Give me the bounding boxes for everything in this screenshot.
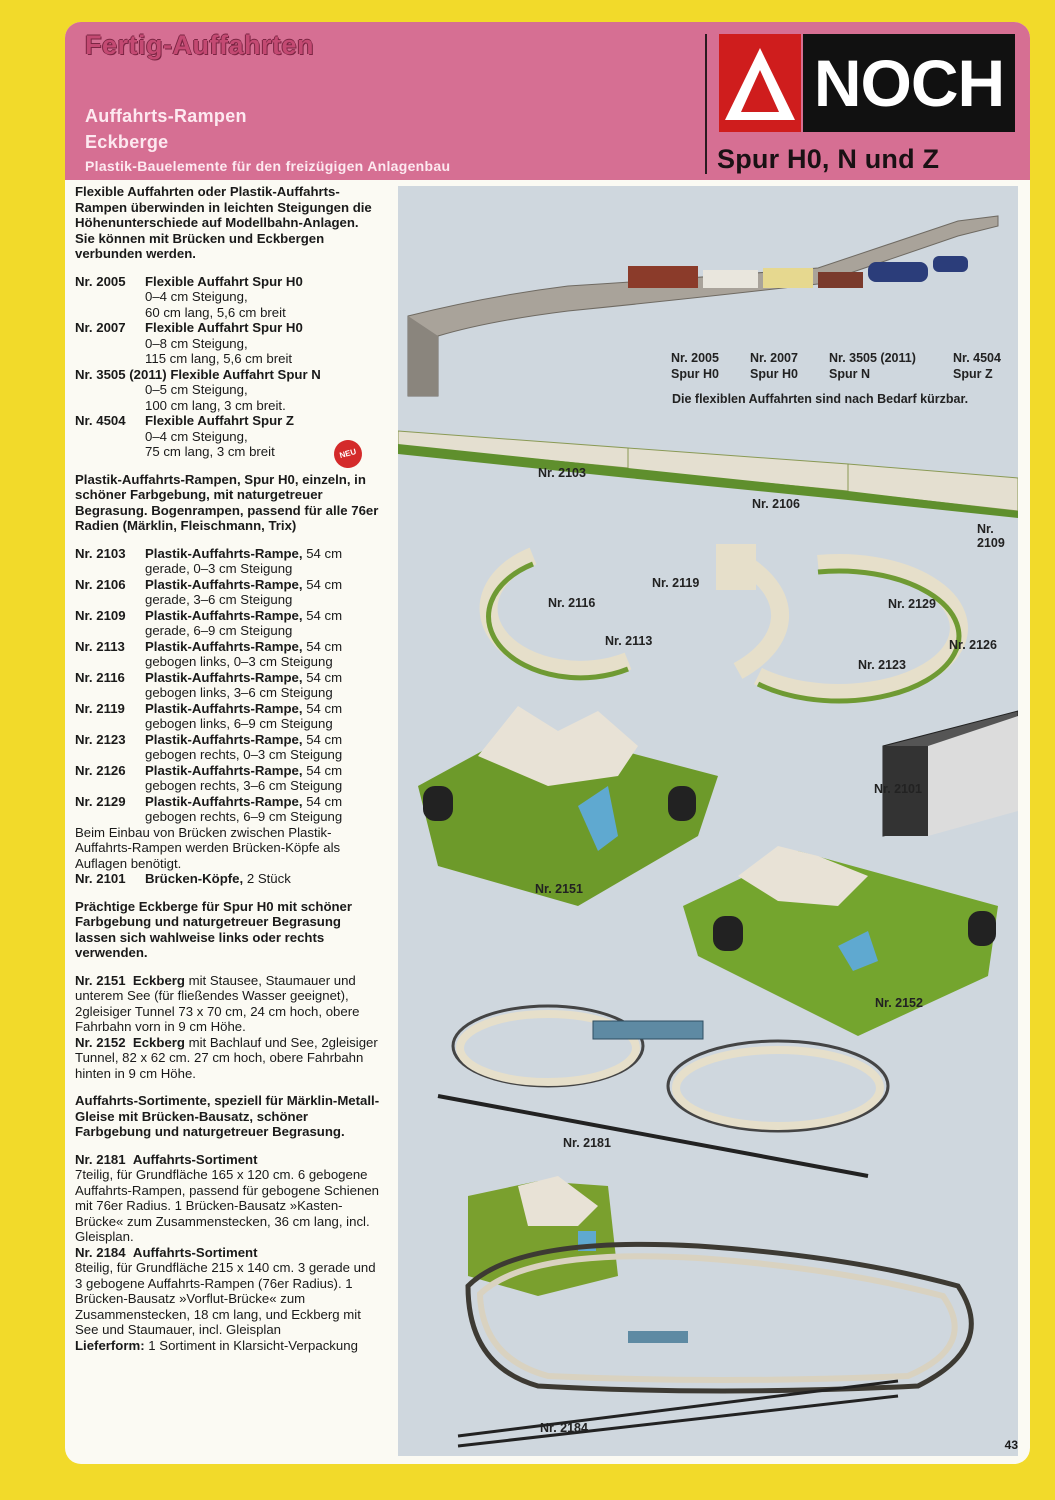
label-nr: Nr. 3505 (2011) [829,351,916,365]
item-name: Flexible Auffahrt Spur Z [145,413,294,428]
flex-caption: Die flexiblen Auffahrten sind nach Bedarf kürzbar. [672,392,969,406]
label-2116: Nr. 2116 [548,596,596,610]
item-nr: Nr. 2101 [75,871,126,886]
item-nr: Nr. 2106 [75,576,126,592]
item-name: Brücken-Köpfe, [145,871,244,886]
eckberg-2151 [75,973,380,1035]
item-desc: 2 Stück [243,871,291,886]
item-nr: Nr. 2151 [75,972,126,988]
item-size: 54 cm [302,762,343,778]
label-nr: Nr. 2005 [671,351,719,365]
subtitle-rampen: Auffahrts-Rampen [85,106,247,126]
item-nr: Nr. 2103 [75,545,126,561]
list-item [75,701,380,732]
item-desc: gerade, 6–9 cm Steigung [145,623,293,638]
item-name: Auffahrts-Sortiment [132,1244,258,1260]
item-desc: 60 cm lang, 5,6 cm breit [145,304,286,320]
item-desc: gebogen rechts, 0–3 cm Steigung [145,747,343,762]
item-name: Plastik-Auffahrts-Rampe, [145,700,303,716]
item-size: 54 cm [302,793,343,809]
lieferform-text: 1 Sortiment in Klarsicht-Verpackung [144,1337,358,1353]
logo-triangle-icon [719,34,801,132]
page-header [65,22,1030,180]
rampen-list [75,546,380,825]
label-2152: Nr. 2152 [875,996,923,1010]
label-spur: Spur Z [953,367,993,381]
label-spur: Spur H0 [750,367,798,381]
label-2151: Nr. 2151 [535,882,583,896]
item-name: Plastik-Auffahrts-Rampe, [145,793,303,809]
label-2103: Nr. 2103 [538,466,586,480]
item-desc: 0–4 cm Steigung, [145,428,248,444]
item-name: Auffahrts-Sortiment [132,1151,258,1167]
item-desc: 100 cm lang, 3 cm breit. [145,397,286,413]
item-name: Eckberg [132,972,185,988]
eckberg-2152 [75,1035,380,1082]
item-nr: Nr. 2123 [75,731,126,747]
label-2113: Nr. 2113 [605,634,653,648]
catalog-page [65,22,1030,1464]
list-item [75,367,380,414]
list-item [75,670,380,701]
item-name: Eckberg [132,1034,185,1050]
label-spur: Spur H0 [671,367,719,381]
label-3505 [829,350,916,382]
item-size: 54 cm [302,669,343,685]
item-name: Plastik-Auffahrts-Rampe, [145,669,303,685]
flex-list [75,274,380,460]
item-nr: Nr. 2113 [75,638,125,654]
train-wagon [703,270,758,288]
item-desc: mit Stausee, Staumauer und unterem See (für fließendes Wasser geeignet), 2gleisiger Tunnel 73 x 70 cm, 24 cm hoch, obere Fahrbahn vorn in 9 cm Höhe. [75,972,360,1034]
label-2119: Nr. 2119 [652,576,700,590]
label-2184: Nr. 2184 [540,1421,588,1435]
item-desc: gebogen links, 3–6 cm Steigung [145,685,333,700]
label-nr: Nr. 4504 [953,351,1001,365]
list-item [75,274,380,321]
label-2101: Nr. 2101 [874,782,922,796]
list-item [75,794,380,825]
list-item [75,871,380,887]
sortiment-2184 [75,1245,380,1338]
item-desc: 0–8 cm Steigung, [145,335,248,351]
label-2106: Nr. 2106 [752,497,800,511]
item-desc: gerade, 3–6 cm Steigung [145,592,293,607]
item-size: 54 cm [302,731,343,747]
label-spur: Spur N [829,367,870,381]
item-nr: Nr. 2129 [75,793,126,809]
item-desc: 7teilig, für Grundfläche 165 x 120 cm. 6 gebogene Auffahrts-Rampen, passend für gebogene Schienen mit 76er Radius. 1 Brücken-Bausatz »Kasten-Brücke« zum Zusammenstecken, 36 cm lang, incl. Gleisplan. [75,1167,380,1244]
list-item [75,639,380,670]
item-desc: mit Bachlauf und See, 2gleisiger Tunnel, 82 x 62 cm. 27 cm hoch, obere Fahrbahn hinten in 9 cm Höhe. [75,1034,378,1081]
list-item [75,577,380,608]
label-2126: Nr. 2126 [949,638,997,652]
train-wagon [763,268,813,288]
label-2123: Nr. 2123 [858,658,906,672]
item-desc: gebogen rechts, 3–6 cm Steigung [145,778,343,793]
lieferform-label: Lieferform: [75,1337,145,1353]
item-desc: 115 cm lang, 5,6 cm breit [145,351,293,366]
label-2181: Nr. 2181 [563,1136,611,1150]
item-size: 54 cm [302,700,343,716]
item-nr: Nr. 2152 [75,1034,126,1050]
item-nr: Nr. 2181 [75,1151,126,1167]
sortimente-intro: Auffahrts-Sortimente, speziell für Märklin-Metall-Gleise mit Brücken-Bausatz, schöner Farbgebung und naturgetreuer Begrasung. [75,1093,380,1139]
header-divider [705,34,707,174]
item-nr: Nr. 4504 [75,413,126,428]
item-size: 54 cm [302,607,343,623]
list-item [75,320,380,367]
item-nr: Nr. 2116 [75,669,125,685]
page-title: Fertig-Auffahrten [85,30,314,60]
item-name: Flexible Auffahrt Spur H0 [145,320,303,335]
list-item [75,546,380,577]
item-size: 54 cm [302,545,343,561]
eckberge-intro: Prächtige Eckberge für Spur H0 mit schöner Farbgebung und naturgetreuer Begrasung lassen sich wahlweise links oder rechts verwenden. [75,898,353,960]
text-column [75,184,380,1353]
item-name: Plastik-Auffahrts-Rampe, [145,576,303,592]
intro-text: Flexible Auffahrten oder Plastik-Auffahrts-Rampen überwinden in leichten Steigungen die Höhenunterschiede auf Modellbahn-Anlagen. Sie können mit Brücken und Eckbergen verbunden werden. [75,184,372,261]
item-desc: 0–4 cm Steigung, [145,289,248,304]
label-2129: Nr. 2129 [888,597,936,611]
item-desc: 75 cm lang, 3 cm breit [145,444,275,459]
item-nr: Nr. 2005 [75,273,126,289]
noch-logo [719,34,1015,132]
item-name: Plastik-Auffahrts-Rampe, [145,731,303,747]
bruecken-note: Beim Einbau von Brücken zwischen Plastik-Auffahrts-Rampen werden Brücken-Köpfe als Auflagen benötigt. [75,824,341,871]
train-tank-wagon [933,256,968,272]
subtitle-plastik: Plastik-Bauelemente für den freizügigen Anlagenbau [85,158,451,174]
list-item [75,763,380,794]
sortiment-2181 [75,1152,380,1245]
page-number: 43 [1004,1438,1018,1452]
item-name: Flexible Auffahrt Spur H0 [145,273,303,289]
label-nr: Nr. 2007 [750,351,798,365]
item-nr: Nr. 2007 [75,320,126,335]
item-desc: gebogen links, 0–3 cm Steigung [145,654,333,669]
logo-text: NOCH [803,34,1015,132]
label-2109: Nr. 2109 [977,522,1005,550]
train-wagon [818,272,863,288]
neu-badge-icon: NEU [331,437,365,471]
item-name: Plastik-Auffahrts-Rampe, [145,762,303,778]
item-name: Plastik-Auffahrts-Rampe, [145,545,303,561]
item-desc: gebogen rechts, 6–9 cm Steigung [145,809,343,824]
item-desc: gerade, 0–3 cm Steigung [145,561,293,576]
lieferform [75,1338,380,1354]
item-desc: 0–5 cm Steigung, [145,382,248,397]
item-nr: Nr. 2184 [75,1244,126,1260]
scale-label: Spur H0, N und Z [717,144,940,174]
train-tank-wagon [868,262,928,282]
item-nr: Nr. 2119 [75,700,125,716]
train-loco [628,266,698,288]
item-name: Plastik-Auffahrts-Rampe, [145,638,303,654]
item-size: 54 cm [302,576,343,592]
label-2005 [671,350,719,382]
subtitle-eckberge: Eckberge [85,132,169,152]
item-nr: Nr. 2109 [75,607,126,623]
rampen-intro: Plastik-Auffahrts-Rampen, Spur H0, einzeln, in schöner Farbgebung, mit naturgetreuer Begrasung. Bogenrampen, passend für alle 76er Radien (Märklin, Fleischmann, Trix) [75,471,379,533]
item-nr: Nr. 2126 [75,762,126,778]
item-nr: Nr. 3505 (2011) [75,366,167,382]
item-name: Flexible Auffahrt Spur N [170,366,321,382]
item-desc: gebogen links, 6–9 cm Steigung [145,716,333,731]
item-size: 54 cm [302,638,343,654]
label-4504 [953,350,1001,382]
label-2007 [750,350,798,382]
list-item [75,732,380,763]
photo-panel [398,186,1018,1456]
item-desc: 8teilig, für Grundfläche 215 x 140 cm. 3 gerade und 3 gebogene Auffahrts-Rampen (76er Radius). 1 Brücken-Bausatz »Vorflut-Brücke« zum Zusammenstecken, 18 cm lang, und Eckberg mit See und Staumauer, incl. Gleisplan [75,1260,376,1337]
item-name: Plastik-Auffahrts-Rampe, [145,607,303,623]
list-item [75,608,380,639]
